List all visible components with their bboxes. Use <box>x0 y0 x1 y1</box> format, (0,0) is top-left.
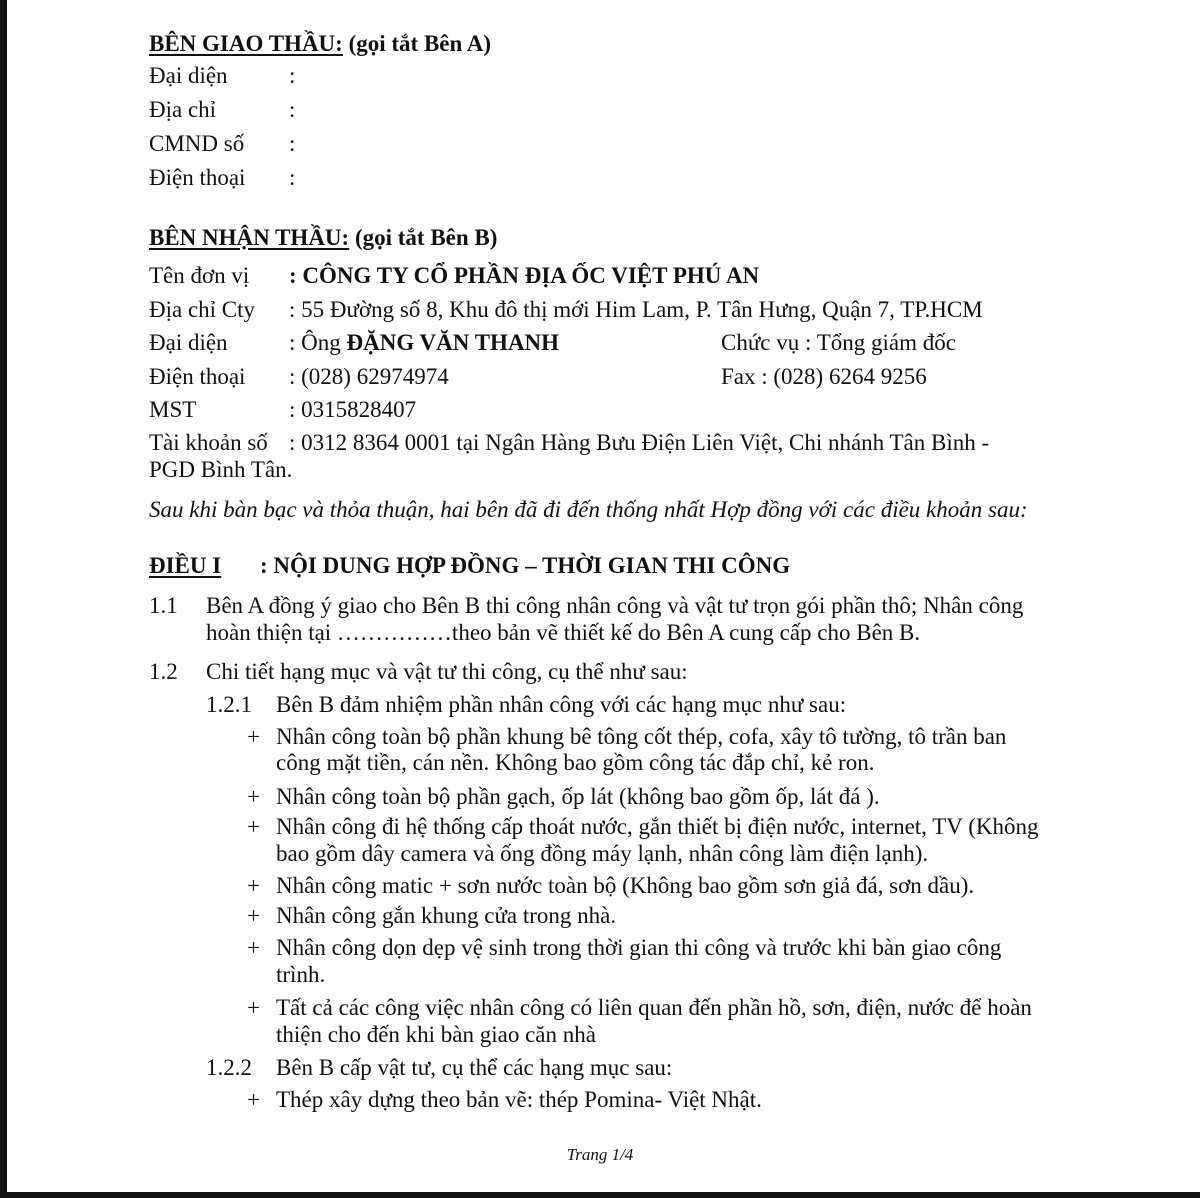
party-b-address-label: Địa chỉ Cty <box>149 297 256 322</box>
material-bullet: + <box>247 1087 260 1112</box>
labor-item-1-line-1: Nhân công toàn bộ phần khung bê tông cốt thép, cofa, xây tô tường, tô trần ban <box>276 724 1007 749</box>
party-b-tax-label: MST <box>149 397 197 422</box>
agreement-statement: Sau khi bàn bạc và thỏa thuận, hai bên đã đi đến thống nhất Hợp đồng với các điều khoản sau: <box>149 497 1028 522</box>
labor-bullet: + <box>247 873 260 898</box>
party-b-account-value: : 0312 8364 0001 tại Ngân Hàng Bưu Điện Liên Việt, Chi nhánh Tân Bình - <box>289 430 990 455</box>
party-b-fax: Fax : (028) 6264 9256 <box>721 364 927 389</box>
item-1-2-number: 1.2 <box>149 659 178 684</box>
labor-item-2-line-1: Nhân công toàn bộ phần gạch, ốp lát (không bao gồm ốp, lát đá ). <box>276 784 880 809</box>
party-b-phone-value: : (028) 62974974 <box>289 364 449 389</box>
party-b-heading: BÊN NHẬN THẦU: <box>149 225 350 250</box>
material-item-1: Thép xây dựng theo bản vẽ: thép Pomina- Việt Nhật. <box>276 1087 762 1112</box>
party-a-phone-label: Điện thoại <box>149 165 246 190</box>
item-1-2-1-number: 1.2.1 <box>206 692 252 717</box>
party-a-id-sep: : <box>289 131 296 156</box>
party-a-address-sep: : <box>289 97 296 122</box>
page-footer: Trang 1/4 <box>566 1145 634 1164</box>
party-a-phone-sep: : <box>289 165 296 190</box>
labor-item-3-line-1: Nhân công đi hệ thống cấp thoát nước, gắn thiết bị điện nước, internet, TV (Không <box>276 814 1039 839</box>
party-a-address-label: Địa chỉ <box>149 97 217 122</box>
labor-item-6-line-2: trình. <box>276 962 326 987</box>
labor-bullet: + <box>247 903 260 928</box>
party-b-rep-value <box>289 329 559 357</box>
labor-bullet: + <box>247 935 260 960</box>
party-a-heading-note: (gọi tắt Bên A) <box>348 31 492 56</box>
article-1-title: : NỘI DUNG HỢP ĐỒNG – THỜI GIAN THI CÔNG <box>260 553 791 578</box>
item-1-1-line-1: Bên A đồng ý giao cho Bên B thi công nhân công và vật tư trọn gói phần thô; Nhân công <box>206 593 1024 618</box>
party-b-heading-note: (gọi tắt Bên B) <box>354 225 498 250</box>
party-b-heading-line <box>149 224 497 252</box>
party-a-id-label: CMND số <box>149 131 245 156</box>
labor-bullet: + <box>247 814 260 839</box>
party-b-phone-label: Điện thoại <box>149 364 246 389</box>
party-b-rep-label: Đại diện <box>149 330 228 355</box>
labor-item-3-line-2: bao gồm dây camera và ống đồng máy lạnh, nhân công làm điện lạnh). <box>276 841 929 866</box>
labor-item-1-line-2: công mặt tiền, cán nền. Không bao gồm công tác đắp chỉ, kẻ ron. <box>276 750 875 775</box>
party-a-heading: BÊN GIAO THẦU: <box>149 31 343 56</box>
labor-item-6-line-1: Nhân công dọn dẹp vệ sinh trong thời gian thi công và trước khi bàn giao công <box>276 935 1002 960</box>
item-1-2-1-text: Bên B đảm nhiệm phần nhân công với các hạng mục như sau: <box>276 692 847 717</box>
item-1-1-line-2: hoàn thiện tại ……………theo bản vẽ thiết kế do Bên A cung cấp cho Bên B. <box>206 620 921 645</box>
party-b-address-value: : 55 Đường số 8, Khu đô thị mới Him Lam, P. Tân Hưng, Quận 7, TP.HCM <box>289 297 983 322</box>
party-b-company-label: Tên đơn vị <box>149 263 250 288</box>
labor-bullet: + <box>247 724 260 749</box>
party-b-account-cont: PGD Bình Tân. <box>149 457 293 482</box>
labor-bullet: + <box>247 995 260 1020</box>
item-1-2-text: Chi tiết hạng mục và vật tư thi công, cụ thể như sau: <box>206 659 688 684</box>
article-1-label: ĐIỀU I <box>149 553 222 578</box>
labor-item-4-line-1: Nhân công matic + sơn nước toàn bộ (Không bao gồm sơn giả đá, sơn dầu). <box>276 873 975 898</box>
labor-item-7-line-2: thiện cho đến khi bàn giao căn nhà <box>276 1022 596 1047</box>
item-1-1-number: 1.1 <box>149 593 178 618</box>
party-b-account-label: Tài khoản số <box>149 430 268 455</box>
party-a-heading-line <box>149 30 491 58</box>
party-b-rep-prefix: : Ông <box>289 330 347 355</box>
party-b-position: Chức vụ : Tổng giám đốc <box>721 330 956 355</box>
labor-item-5-line-1: Nhân công gắn khung cửa trong nhà. <box>276 903 617 928</box>
labor-item-7-line-1: Tất cả các công việc nhân công có liên quan đến phần hồ, sơn, điện, nước để hoàn <box>276 995 1032 1020</box>
party-b-tax-value: : 0315828407 <box>289 397 417 422</box>
party-a-rep-sep: : <box>289 63 296 88</box>
party-b-rep-name: ĐẶNG VĂN THANH <box>346 330 560 355</box>
party-b-company-value: : CÔNG TY CỔ PHẦN ĐỊA ỐC VIỆT PHÚ AN <box>289 263 760 288</box>
party-a-rep-label: Đại diện <box>149 63 228 88</box>
item-1-2-2-number: 1.2.2 <box>206 1055 252 1080</box>
item-1-2-2-text: Bên B cấp vật tư, cụ thể các hạng mục sau: <box>276 1055 673 1080</box>
labor-bullet: + <box>247 784 260 809</box>
